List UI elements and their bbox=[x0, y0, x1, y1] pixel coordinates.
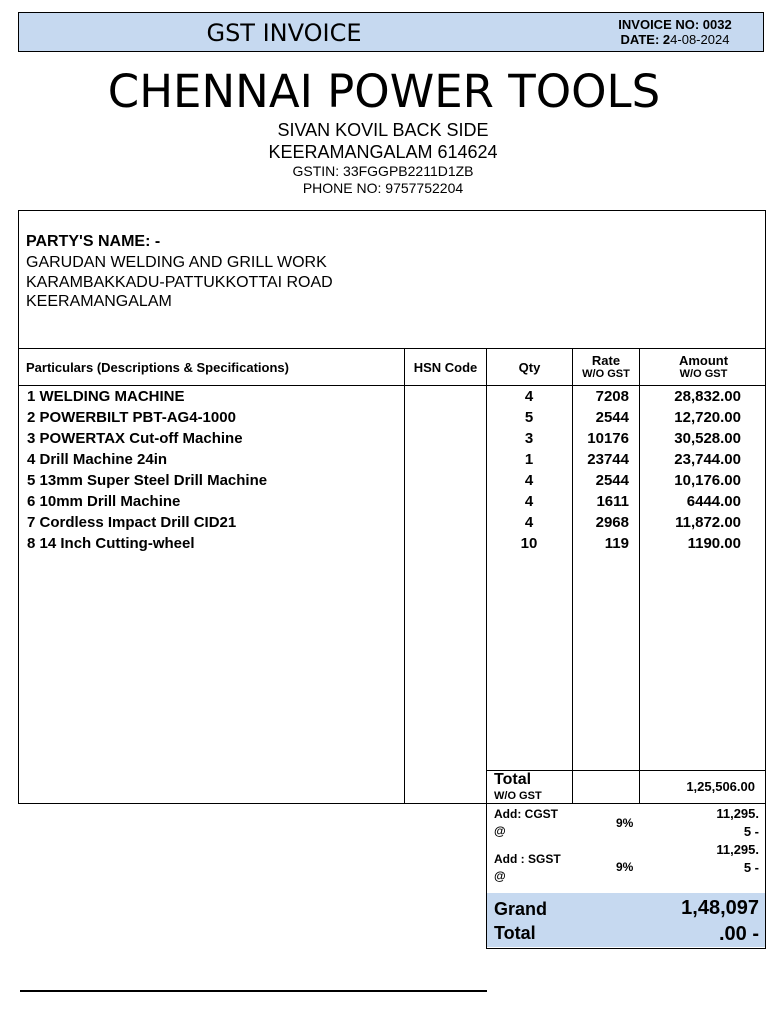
cgst-label bbox=[494, 806, 558, 840]
header-rate: Rate bbox=[591, 353, 621, 368]
row-rate: 7208 bbox=[595, 388, 629, 405]
total-label: Total bbox=[494, 771, 532, 788]
row-qty: 1 bbox=[524, 451, 534, 468]
total-sublabel: W/O GST bbox=[494, 790, 542, 802]
invoice-date-label: DATE: 2 bbox=[620, 32, 671, 47]
cgst-label-line: Add: CGST bbox=[494, 807, 558, 821]
invoice-header-bar bbox=[18, 12, 764, 52]
header-amount-sub: W/O GST bbox=[679, 368, 728, 380]
party-name-label: PARTY'S NAME: - bbox=[26, 233, 161, 250]
invoice-meta bbox=[585, 17, 765, 47]
row-rate: 2544 bbox=[595, 472, 629, 489]
sgst-label-line: Add : SGST bbox=[494, 852, 561, 866]
row-qty: 4 bbox=[524, 514, 534, 531]
grand-total-label-line: Total bbox=[494, 923, 536, 943]
tax-summary bbox=[486, 804, 766, 949]
row-particular: 5 13mm Super Steel Drill Machine bbox=[27, 472, 268, 489]
invoice-number: INVOICE NO: 0032 bbox=[618, 17, 732, 32]
row-particular: 1 WELDING MACHINE bbox=[27, 388, 185, 405]
row-qty: 3 bbox=[524, 430, 534, 447]
row-rate: 10176 bbox=[587, 430, 629, 447]
grand-total-amount-line: 1,48,097 bbox=[681, 897, 759, 919]
invoice-date-value: 4-08-2024 bbox=[670, 32, 730, 47]
row-rate: 23744 bbox=[587, 451, 629, 468]
row-particular: 2 POWERBILT PBT-AG4-1000 bbox=[27, 409, 236, 426]
row-particular: 6 10mm Drill Machine bbox=[27, 493, 181, 510]
sgst-label bbox=[494, 851, 561, 885]
row-particular: 7 Cordless Impact Drill CID21 bbox=[27, 514, 237, 531]
cgst-label-line: @ bbox=[494, 824, 506, 838]
row-amount: 23,744.00 bbox=[674, 451, 741, 468]
header-hsn: HSN Code bbox=[413, 360, 478, 375]
table-row bbox=[19, 533, 767, 554]
grand-total-box bbox=[487, 893, 765, 947]
sgst-amount bbox=[657, 841, 759, 877]
table-row bbox=[19, 386, 767, 407]
grand-total-label bbox=[494, 897, 547, 945]
table-row bbox=[19, 407, 767, 428]
company-address-line1: SIVAN KOVIL BACK SIDE bbox=[277, 120, 489, 140]
company-gstin: GSTIN: 33FGGPB2211D1ZB bbox=[292, 163, 474, 179]
grand-total-amount bbox=[607, 895, 759, 947]
header-amount: Amount bbox=[678, 353, 729, 368]
row-qty: 10 bbox=[520, 535, 538, 552]
sgst-percent: 9% bbox=[616, 860, 634, 874]
row-amount: 28,832.00 bbox=[674, 388, 741, 405]
signature-line bbox=[20, 990, 487, 992]
table-row bbox=[19, 491, 767, 512]
row-amount: 11,872.00 bbox=[675, 514, 741, 531]
company-name: CHENNAI POWER TOOLS bbox=[107, 65, 661, 118]
table-row bbox=[19, 428, 767, 449]
row-rate: 2968 bbox=[595, 514, 629, 531]
row-qty: 4 bbox=[524, 472, 534, 489]
party-line: KEERAMANGALAM bbox=[26, 293, 172, 310]
grand-total-amount-line: .00 - bbox=[718, 923, 759, 945]
items-table bbox=[18, 348, 766, 804]
sgst-label-line: @ bbox=[494, 869, 506, 883]
row-particular: 3 POWERTAX Cut-off Machine bbox=[27, 430, 243, 447]
grand-total-label-line: Grand bbox=[494, 899, 548, 919]
row-qty: 4 bbox=[524, 388, 534, 405]
company-phone: PHONE NO: 9757752204 bbox=[302, 180, 464, 196]
row-amount: 30,528.00 bbox=[674, 430, 741, 447]
table-row bbox=[19, 512, 767, 533]
row-rate: 1611 bbox=[596, 493, 629, 510]
party-box bbox=[18, 210, 766, 349]
row-qty: 4 bbox=[524, 493, 534, 510]
invoice-date bbox=[585, 32, 765, 47]
header-qty: Qty bbox=[518, 360, 541, 375]
company-address-line2: KEERAMANGALAM 614624 bbox=[268, 142, 498, 162]
row-amount: 10,176.00 bbox=[674, 472, 741, 489]
header-rate-sub: W/O GST bbox=[582, 368, 630, 380]
sgst-amount-line: 5 - bbox=[743, 860, 759, 875]
row-particular: 4 Drill Machine 24in bbox=[27, 451, 168, 468]
row-rate: 2544 bbox=[595, 409, 629, 426]
cgst-percent: 9% bbox=[616, 816, 634, 830]
row-particular: 8 14 Inch Cutting-wheel bbox=[27, 535, 195, 552]
header-particulars: Particulars (Descriptions & Specifications) bbox=[26, 360, 289, 375]
table-row bbox=[19, 470, 767, 491]
row-amount: 6444.00 bbox=[686, 493, 741, 510]
row-rate: 119 bbox=[604, 535, 629, 552]
party-line: KARAMBAKKADU-PATTUKKOTTAI ROAD bbox=[26, 274, 333, 291]
row-amount: 1190.00 bbox=[687, 535, 741, 552]
cgst-amount bbox=[657, 805, 759, 841]
total-value: 1,25,506.00 bbox=[686, 779, 755, 794]
invoice-title: GST INVOICE bbox=[206, 19, 362, 47]
party-line: GARUDAN WELDING AND GRILL WORK bbox=[26, 254, 327, 271]
row-amount: 12,720.00 bbox=[674, 409, 741, 426]
row-qty: 5 bbox=[524, 409, 534, 426]
cgst-amount-line: 11,295. bbox=[716, 806, 759, 821]
sgst-amount-line: 11,295. bbox=[716, 842, 759, 857]
table-row bbox=[19, 449, 767, 470]
cgst-amount-line: 5 - bbox=[743, 824, 759, 839]
